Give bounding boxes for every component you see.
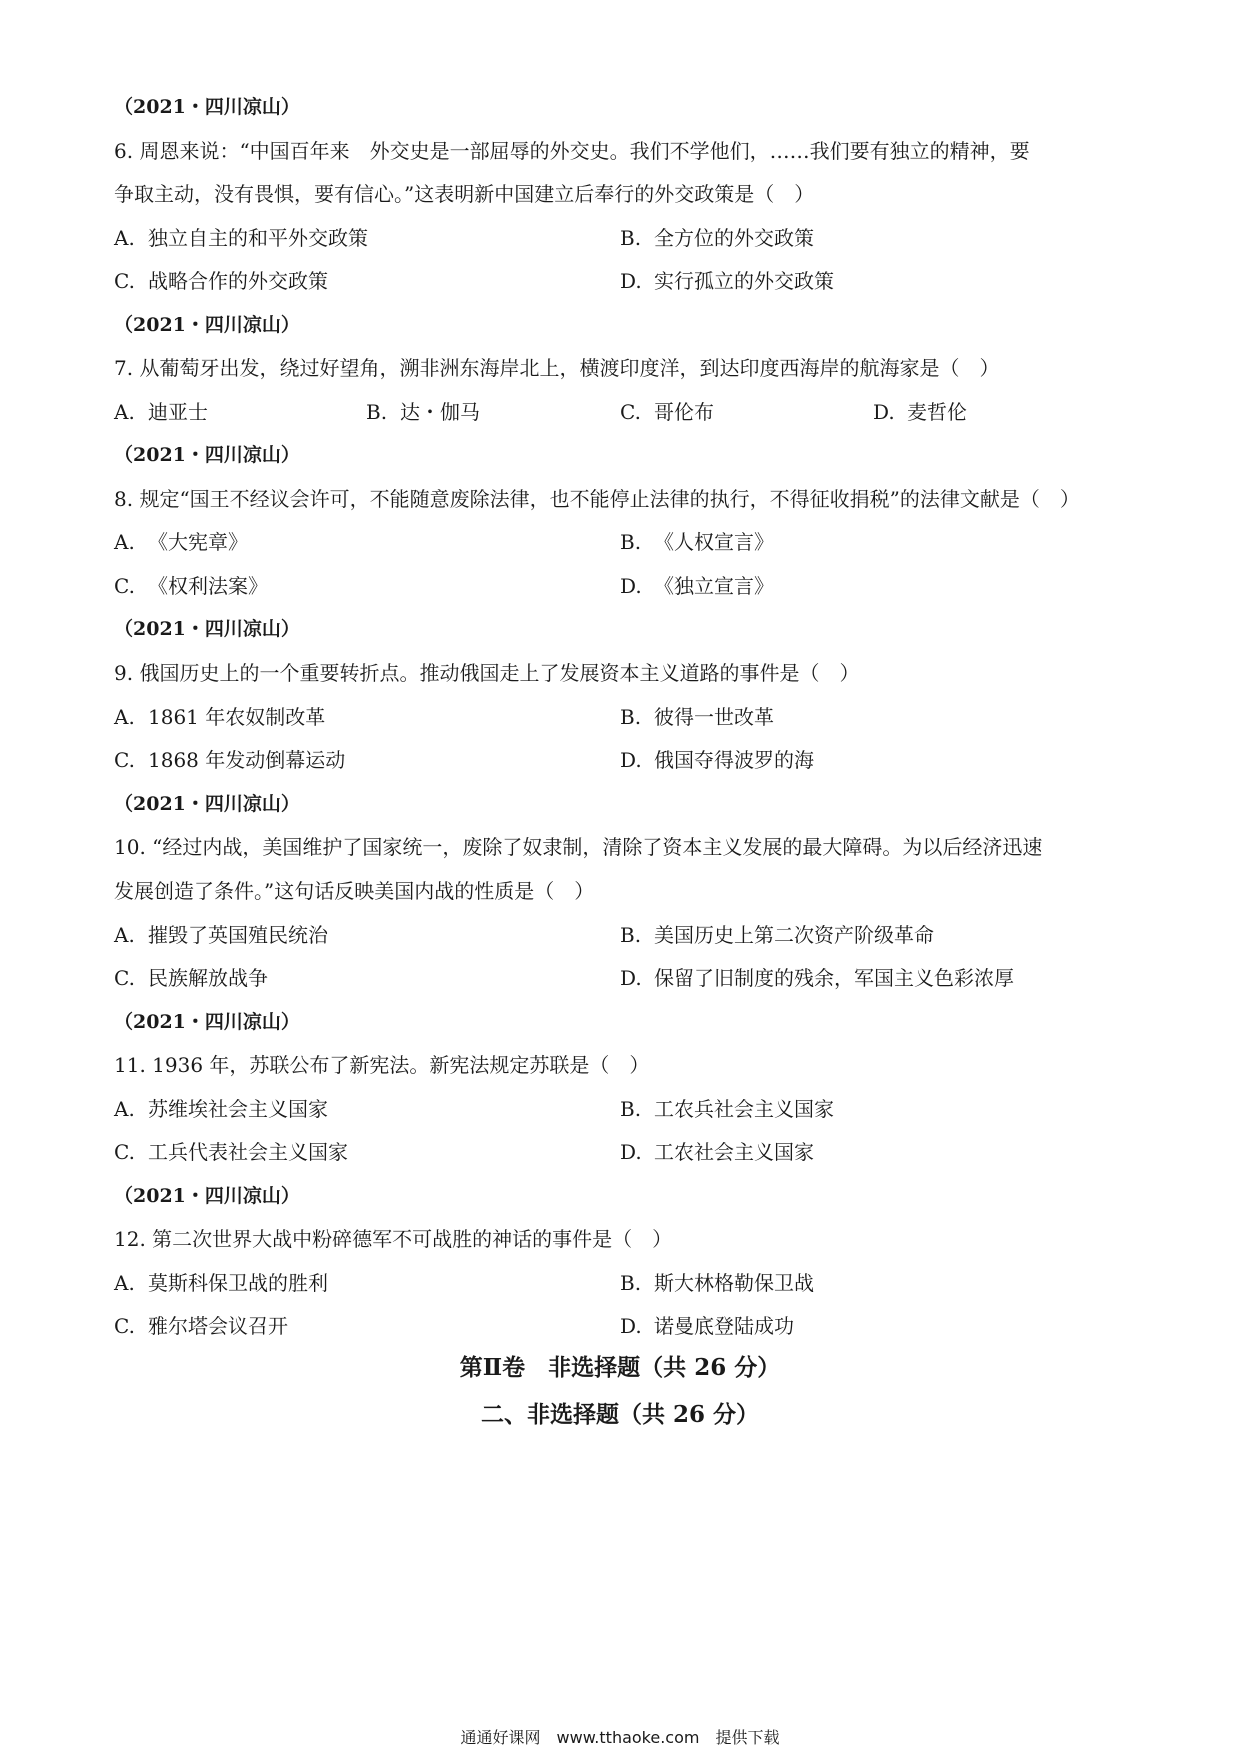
option-c: C. 雅尔塔会议召开 (114, 1314, 288, 1338)
option-a: A. 独立自主的和平外交政策 (114, 226, 368, 250)
option-a: A. 《大宪章》 (114, 530, 248, 554)
question-stem: 12. 第二次世界大战中粉碎德军不可战胜的神话的事件是（ ） (114, 1227, 673, 1251)
option-a: A. 摧毁了英国殖民统治 (114, 923, 328, 947)
page-footer: 通通好课网 www.tthaoke.com 提供下载 (460, 1728, 780, 1747)
option-a: A. 苏维埃社会主义国家 (114, 1097, 328, 1121)
option-d: D. 工农社会主义国家 (620, 1140, 814, 1164)
question-stem: 9. 俄国历史上的一个重要转折点。推动俄国走上了发展资本主义道路的事件是（ ） (114, 661, 860, 685)
option-b: B. 斯大林格勒保卫战 (620, 1271, 814, 1295)
option-a: A. 1861 年农奴制改革 (114, 705, 326, 729)
question-source: （2021・四川凉山） (114, 1185, 300, 1207)
question-stem: 11. 1936 年，苏联公布了新宪法。新宪法规定苏联是（ ） (114, 1053, 650, 1077)
option-d: D. 诺曼底登陆成功 (620, 1314, 794, 1338)
option-d: D. 麦哲伦 (873, 400, 967, 424)
option-b: B. 彼得一世改革 (620, 705, 774, 729)
section-heading-part-2: 第Ⅱ卷 非选择题（共 26 分） (459, 1354, 781, 1381)
question-stem: 10. “经过内战，美国维护了国家统一，废除了奴隶制，清除了资本主义发展的最大障碍。为以后经济迅速 (114, 835, 1043, 859)
option-d: D. 保留了旧制度的残余，军国主义色彩浓厚 (620, 966, 1014, 990)
option-b: B. 工农兵社会主义国家 (620, 1097, 834, 1121)
option-d: D. 俄国夺得波罗的海 (620, 748, 814, 772)
option-c: C. 1868 年发动倒幕运动 (114, 748, 346, 772)
question-source: （2021・四川凉山） (114, 618, 300, 640)
option-c: C. 战略合作的外交政策 (114, 269, 328, 293)
option-c: C. 《权利法案》 (114, 574, 268, 598)
option-c: C. 民族解放战争 (114, 966, 268, 990)
question-source: （2021・四川凉山） (114, 96, 300, 118)
question-stem: 6. 周恩来说：“中国百年来 外交史是一部屈辱的外交史。我们不学他们，……我们要有独立的精神，要 (114, 139, 1030, 163)
question-stem: 发展创造了条件。”这句话反映美国内战的性质是（ ） (114, 879, 595, 903)
question-source: （2021・四川凉山） (114, 444, 300, 466)
question-stem: 争取主动，没有畏惧，要有信心。”这表明新中国建立后奉行的外交政策是（ ） (114, 182, 815, 206)
question-source: （2021・四川凉山） (114, 793, 300, 815)
section-heading-non-choice: 二、非选择题（共 26 分） (480, 1401, 760, 1428)
option-d: D. 《独立宣言》 (620, 574, 774, 598)
option-b: B. 《人权宣言》 (620, 530, 774, 554)
question-stem: 8. 规定“国王不经议会许可，不能随意废除法律，也不能停止法律的执行，不得征收捐税”的法律文献是（ ） (114, 487, 1080, 511)
option-a: A. 迪亚士 (114, 400, 208, 424)
option-d: D. 实行孤立的外交政策 (620, 269, 834, 293)
option-c: C. 哥伦布 (620, 400, 714, 424)
option-b: B. 达・伽马 (366, 400, 480, 424)
option-a: A. 莫斯科保卫战的胜利 (114, 1271, 328, 1295)
option-b: B. 美国历史上第二次资产阶级革命 (620, 923, 934, 947)
question-source: （2021・四川凉山） (114, 1011, 300, 1033)
option-b: B. 全方位的外交政策 (620, 226, 814, 250)
question-stem: 7. 从葡萄牙出发，绕过好望角，溯非洲东海岸北上，横渡印度洋，到达印度西海岸的航海家是（ ） (114, 356, 1000, 380)
option-c: C. 工兵代表社会主义国家 (114, 1140, 348, 1164)
question-source: （2021・四川凉山） (114, 314, 300, 336)
